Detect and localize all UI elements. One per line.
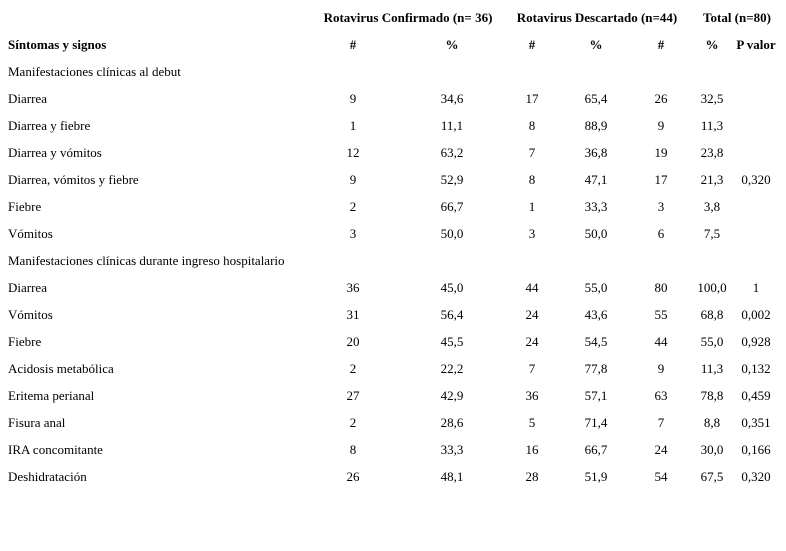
cell-pct-descartado: 33,3	[584, 199, 608, 214]
table-row	[0, 220, 786, 247]
cell-count-total: 6	[657, 226, 665, 241]
table-row	[0, 301, 786, 328]
symptom-label: Diarrea	[8, 91, 47, 106]
cell-pct-confirmado: 52,9	[440, 172, 464, 187]
group-header-confirmado: Rotavirus Confirmado (n= 36)	[323, 10, 493, 25]
cell-count-confirmado: 36	[346, 280, 360, 295]
cell-count-descartado: 7	[528, 361, 536, 376]
cell-pct-descartado: 43,6	[584, 307, 608, 322]
cell-count-descartado: 7	[528, 145, 536, 160]
cell-pct-total: 3,8	[703, 199, 721, 214]
cell-pct-descartado: 66,7	[584, 442, 608, 457]
cell-count-total: 80	[654, 280, 668, 295]
cell-count-total: 54	[654, 469, 668, 484]
cell-p-value	[732, 85, 780, 112]
cell-pct-confirmado: 66,7	[440, 199, 464, 214]
cell-count-descartado: 8	[528, 172, 536, 187]
cell-p-value: 1	[752, 280, 760, 295]
cell-count-confirmado: 2	[349, 361, 357, 376]
cell-p-value: 0,132	[741, 361, 771, 376]
symptom-label: Diarrea	[8, 280, 47, 295]
cell-pct-confirmado: 33,3	[440, 442, 464, 457]
cell-pct-total: 23,8	[700, 145, 724, 160]
cell-count-confirmado: 31	[346, 307, 360, 322]
cell-count-total: 17	[654, 172, 668, 187]
cell-p-value: 0,459	[741, 388, 771, 403]
column-header-pct-confirmado: %	[445, 37, 459, 52]
cell-count-confirmado: 3	[349, 226, 357, 241]
table-row	[0, 85, 786, 112]
cell-count-total: 9	[657, 118, 665, 133]
cell-pct-descartado: 88,9	[584, 118, 608, 133]
cell-p-value: 0,351	[741, 415, 771, 430]
symptom-label: Diarrea y vómitos	[8, 145, 102, 160]
column-header-count-total: #	[657, 37, 665, 52]
cell-pct-descartado: 65,4	[584, 91, 608, 106]
cell-pct-descartado: 54,5	[584, 334, 608, 349]
table-column-header	[0, 31, 786, 58]
symptom-label: Fiebre	[8, 334, 42, 349]
section-header-row	[0, 58, 786, 85]
section-title: Manifestaciones clínicas al debut	[8, 64, 181, 79]
cell-count-descartado: 44	[525, 280, 539, 295]
cell-pct-total: 68,8	[700, 307, 724, 322]
cell-count-descartado: 5	[528, 415, 536, 430]
cell-pct-confirmado: 48,1	[440, 469, 464, 484]
table-row	[0, 139, 786, 166]
cell-count-descartado: 36	[525, 388, 539, 403]
cell-pct-confirmado: 56,4	[440, 307, 464, 322]
cell-pct-descartado: 57,1	[584, 388, 608, 403]
cell-pct-total: 30,0	[700, 442, 724, 457]
cell-pct-descartado: 77,8	[584, 361, 608, 376]
cell-pct-total: 11,3	[700, 118, 724, 133]
section-header-row	[0, 247, 786, 274]
cell-count-total: 44	[654, 334, 668, 349]
symptom-label: Acidosis metabólica	[8, 361, 114, 376]
symptom-label: Diarrea y fiebre	[8, 118, 91, 133]
cell-pct-confirmado: 63,2	[440, 145, 464, 160]
column-header-p-value: P valor	[736, 37, 776, 52]
cell-p-value	[732, 139, 780, 166]
cell-count-confirmado: 2	[349, 415, 357, 430]
cell-count-descartado: 28	[525, 469, 539, 484]
table-row	[0, 409, 786, 436]
cell-pct-total: 21,3	[700, 172, 724, 187]
cell-pct-descartado: 47,1	[584, 172, 608, 187]
cell-p-value: 0,166	[741, 442, 771, 457]
symptom-label: Vómitos	[8, 226, 53, 241]
symptom-label: Eritema perianal	[8, 388, 95, 403]
cell-count-confirmado: 1	[349, 118, 357, 133]
table-row	[0, 193, 786, 220]
cell-count-total: 63	[654, 388, 668, 403]
cell-pct-confirmado: 45,5	[440, 334, 464, 349]
cell-count-descartado: 3	[528, 226, 536, 241]
cell-count-descartado: 16	[525, 442, 539, 457]
cell-count-descartado: 8	[528, 118, 536, 133]
table-row	[0, 382, 786, 409]
cell-count-confirmado: 27	[346, 388, 360, 403]
group-header-total: Total (n=80)	[703, 10, 771, 25]
cell-pct-total: 100,0	[697, 280, 727, 295]
cell-pct-total: 8,8	[703, 415, 721, 430]
symptom-label: Deshidratación	[8, 469, 87, 484]
cell-pct-descartado: 36,8	[584, 145, 608, 160]
cell-pct-total: 78,8	[700, 388, 724, 403]
table-row	[0, 463, 786, 490]
column-header-pct-total: %	[705, 37, 719, 52]
cell-pct-confirmado: 50,0	[440, 226, 464, 241]
cell-p-value	[732, 193, 780, 220]
cell-p-value	[732, 112, 780, 139]
cell-count-total: 19	[654, 145, 668, 160]
cell-count-total: 9	[657, 361, 665, 376]
symptom-label: IRA concomitante	[8, 442, 103, 457]
cell-pct-total: 7,5	[703, 226, 721, 241]
table-row	[0, 355, 786, 382]
symptom-label: Fiebre	[8, 199, 42, 214]
cell-pct-descartado: 55,0	[584, 280, 608, 295]
cell-pct-descartado: 71,4	[584, 415, 608, 430]
cell-count-total: 7	[657, 415, 665, 430]
cell-pct-descartado: 50,0	[584, 226, 608, 241]
cell-count-descartado: 17	[525, 91, 539, 106]
cell-count-confirmado: 12	[346, 145, 360, 160]
cell-pct-total: 67,5	[700, 469, 724, 484]
cell-p-value: 0,002	[741, 307, 771, 322]
cell-p-value: 0,320	[741, 172, 771, 187]
cell-count-descartado: 24	[525, 307, 539, 322]
cell-p-value: 0,928	[741, 334, 771, 349]
cell-count-confirmado: 9	[349, 172, 357, 187]
column-header-count-descartado: #	[528, 37, 536, 52]
column-header-pct-descartado: %	[589, 37, 603, 52]
cell-p-value: 0,320	[741, 469, 771, 484]
cell-count-confirmado: 26	[346, 469, 360, 484]
cell-count-descartado: 1	[528, 199, 536, 214]
table-row	[0, 112, 786, 139]
cell-pct-confirmado: 28,6	[440, 415, 464, 430]
cell-pct-confirmado: 42,9	[440, 388, 464, 403]
table-row	[0, 166, 786, 193]
table-row	[0, 436, 786, 463]
table-row	[0, 328, 786, 355]
cell-pct-total: 11,3	[700, 361, 724, 376]
cell-pct-confirmado: 22,2	[440, 361, 464, 376]
cell-count-descartado: 24	[525, 334, 539, 349]
cell-p-value	[732, 220, 780, 247]
symptom-label: Vómitos	[8, 307, 53, 322]
cell-pct-confirmado: 11,1	[440, 118, 464, 133]
cell-count-confirmado: 9	[349, 91, 357, 106]
cell-count-total: 55	[654, 307, 668, 322]
cell-pct-total: 55,0	[700, 334, 724, 349]
group-header-descartado: Rotavirus Descartado (n=44)	[516, 10, 678, 25]
cell-count-confirmado: 2	[349, 199, 357, 214]
cell-count-total: 3	[657, 199, 665, 214]
cell-pct-total: 32,5	[700, 91, 724, 106]
section-title: Manifestaciones clínicas durante ingreso hospitalario	[8, 253, 285, 268]
column-header-count-confirmado: #	[349, 37, 357, 52]
cell-count-confirmado: 8	[349, 442, 357, 457]
table-group-header	[0, 4, 786, 31]
cell-pct-confirmado: 45,0	[440, 280, 464, 295]
cell-count-total: 24	[654, 442, 668, 457]
table-row	[0, 274, 786, 301]
column-header-symptoms: Síntomas y signos	[8, 37, 107, 52]
symptom-label: Diarrea, vómitos y fiebre	[8, 172, 139, 187]
cell-count-confirmado: 20	[346, 334, 360, 349]
cell-count-total: 26	[654, 91, 668, 106]
cell-pct-descartado: 51,9	[584, 469, 608, 484]
cell-pct-confirmado: 34,6	[440, 91, 464, 106]
symptom-label: Fisura anal	[8, 415, 66, 430]
